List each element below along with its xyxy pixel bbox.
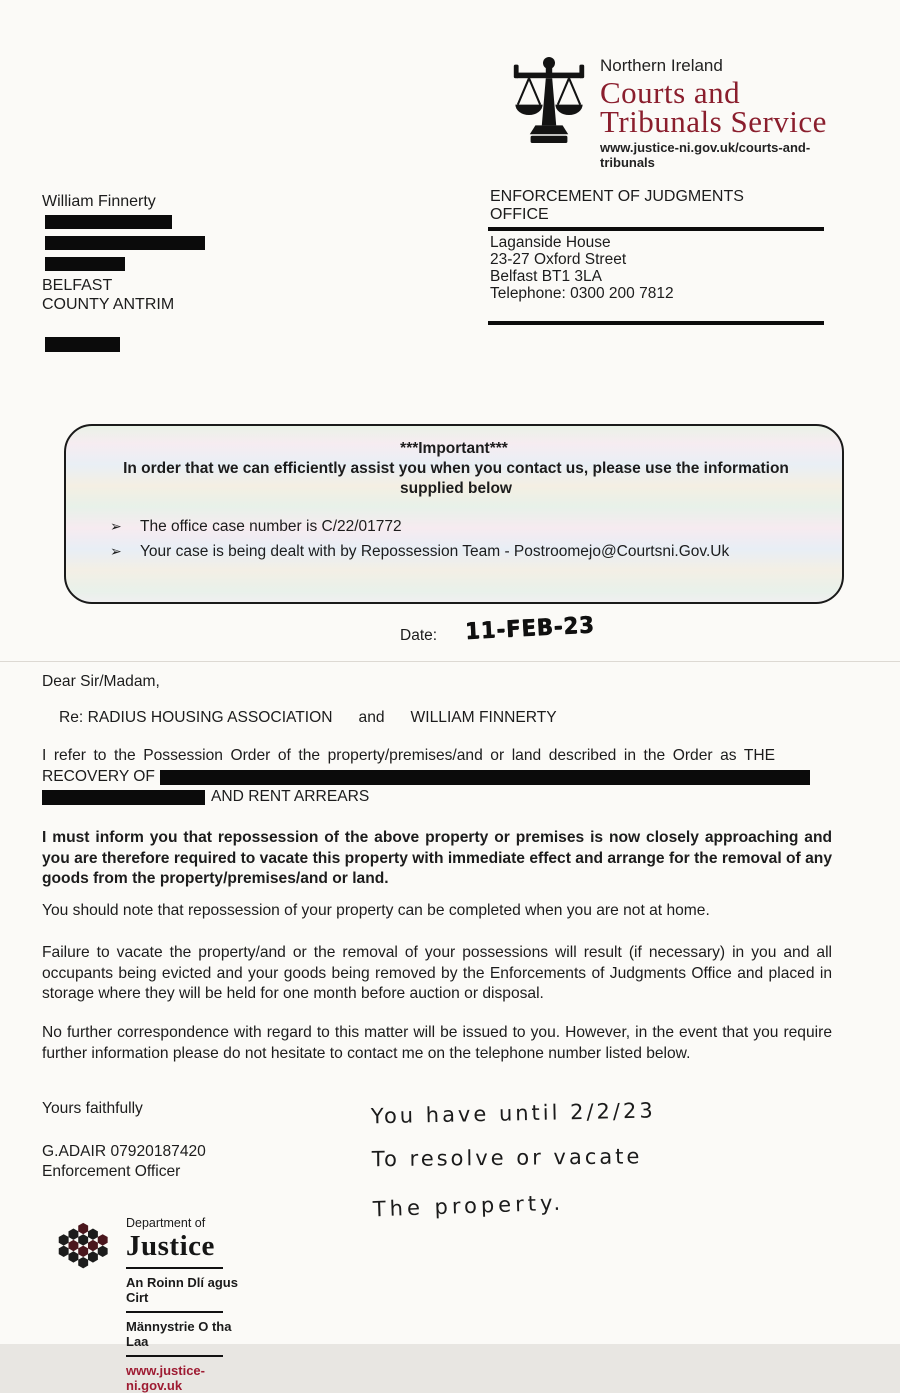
recipient-county: COUNTY ANTRIM <box>42 296 175 313</box>
important-bullet-team-email <box>110 543 729 561</box>
letterhead-region: Northern Ireland <box>600 56 723 75</box>
doj-ulster-scots-name: Männystrie O tha Laa <box>126 1319 232 1349</box>
re-prefix-and-party1: Re: RADIUS HOUSING ASSOCIATION <box>59 709 333 726</box>
paragraph-no-further-correspondence: No further correspondence with regard to this matter will be issued to you. However, in the event that you require further information please do not hesitate to contact me on the telephone number listed below. <box>42 1024 832 1062</box>
important-title: ***Important*** <box>400 440 508 457</box>
paragraph-text: I refer to the Possession Order of the property/premises/and or land described in the Order as THE <box>42 747 776 764</box>
paragraph-text: AND RENT ARREARS <box>211 788 370 805</box>
recipient-city: BELFAST <box>42 277 113 294</box>
paragraph-failure-to-vacate: Failure to vacate the property/and or the removal of your possessions will result (if necessary) in you and all occupants being evicted and your goods being removed by the Enforcements of Judgments Office and placed in storage where they will be held for one month before auction or disposal. <box>42 944 832 1002</box>
important-subtitle: In order that we can efficiently assist you when you contact us, please use the information supplied below <box>123 460 789 497</box>
doj-footer-block <box>126 1216 246 1393</box>
redaction-bar <box>45 236 205 250</box>
office-name-line2: OFFICE <box>490 206 549 223</box>
important-bullet-text: Your case is being dealt with by Repossession Team - Postroomejo@Courtsni.Gov.Uk <box>140 543 730 560</box>
redaction-bar <box>45 337 120 352</box>
signatory-title: Enforcement Officer <box>42 1163 181 1180</box>
paragraph-text: RECOVERY OF <box>42 767 155 785</box>
important-notice-box <box>64 424 844 604</box>
office-address-line2: 23-27 Oxford Street <box>490 251 627 268</box>
redaction-bar <box>42 790 205 805</box>
date-label: Date: <box>400 627 438 644</box>
office-address-line1: Laganside House <box>490 234 611 251</box>
office-address-block <box>490 188 835 302</box>
handwritten-note-line2: To resolve or vacate <box>371 1144 643 1172</box>
doj-irish-name: An Roinn Dlí agus Cirt <box>126 1275 238 1305</box>
re-party2: WILLIAM FINNERTY <box>410 709 557 726</box>
scales-of-justice-icon <box>505 55 593 147</box>
recipient-name: William Finnerty <box>42 193 156 210</box>
letterhead-org-line1: Courts and <box>600 75 741 110</box>
divider-rule <box>488 321 824 325</box>
salutation: Dear Sir/Madam, <box>42 673 160 690</box>
divider-rule <box>126 1311 223 1313</box>
re-conjunction: and <box>358 709 385 726</box>
letterhead-url: www.justice-ni.gov.uk/courts-and-tribunals <box>600 140 811 170</box>
closing: Yours faithfully <box>42 1100 143 1117</box>
doj-hexagon-logo <box>58 1216 110 1280</box>
letterhead <box>600 56 860 170</box>
signatory-name-phone: G.ADAIR 07920187420 <box>42 1143 206 1160</box>
divider-rule <box>488 227 824 231</box>
doj-url: www.justice-ni.gov.uk <box>126 1363 205 1393</box>
redaction-bar <box>45 215 172 229</box>
redaction-bar <box>45 257 125 271</box>
paragraph-vacate-warning-bold: I must inform you that repossession of the above property or premises is now closely approaching and you are therefore required to vacate this property with immediate effect and arrange for the removal of any goods from the property/premises/and or land. <box>42 829 832 887</box>
handwritten-date-stamp: 11-FEB-23 <box>464 611 596 645</box>
important-bullet-text: The office case number is C/22/01772 <box>140 518 402 535</box>
doj-dept-prefix: Department of <box>126 1216 206 1230</box>
arrow-bullet-icon: ➢ <box>110 543 122 559</box>
handwritten-note <box>371 1096 794 1240</box>
divider-rule <box>126 1355 223 1357</box>
paragraph-not-at-home: You should note that repossession of your property can be completed when you are not at home. <box>42 902 710 919</box>
scan-crease-line <box>0 661 900 662</box>
paragraph-possession-order <box>42 746 832 808</box>
arrow-bullet-icon: ➢ <box>110 518 122 534</box>
office-telephone: Telephone: 0300 200 7812 <box>490 285 674 302</box>
letterhead-org-line2: Tribunals Service <box>600 104 827 139</box>
office-address-line3: Belfast BT1 3LA <box>490 268 603 285</box>
redaction-bar <box>160 770 810 785</box>
office-name-line1: ENFORCEMENT OF JUDGMENTS <box>490 188 744 205</box>
handwritten-note-line1: You have until 2/2/23 <box>370 1098 656 1129</box>
re-line <box>42 708 849 729</box>
divider-rule <box>126 1267 223 1269</box>
doj-dept-name: Justice <box>126 1230 215 1262</box>
recipient-address-block <box>42 192 342 313</box>
important-bullet-case-number <box>110 518 402 536</box>
handwritten-note-line3: The property. <box>372 1190 565 1222</box>
